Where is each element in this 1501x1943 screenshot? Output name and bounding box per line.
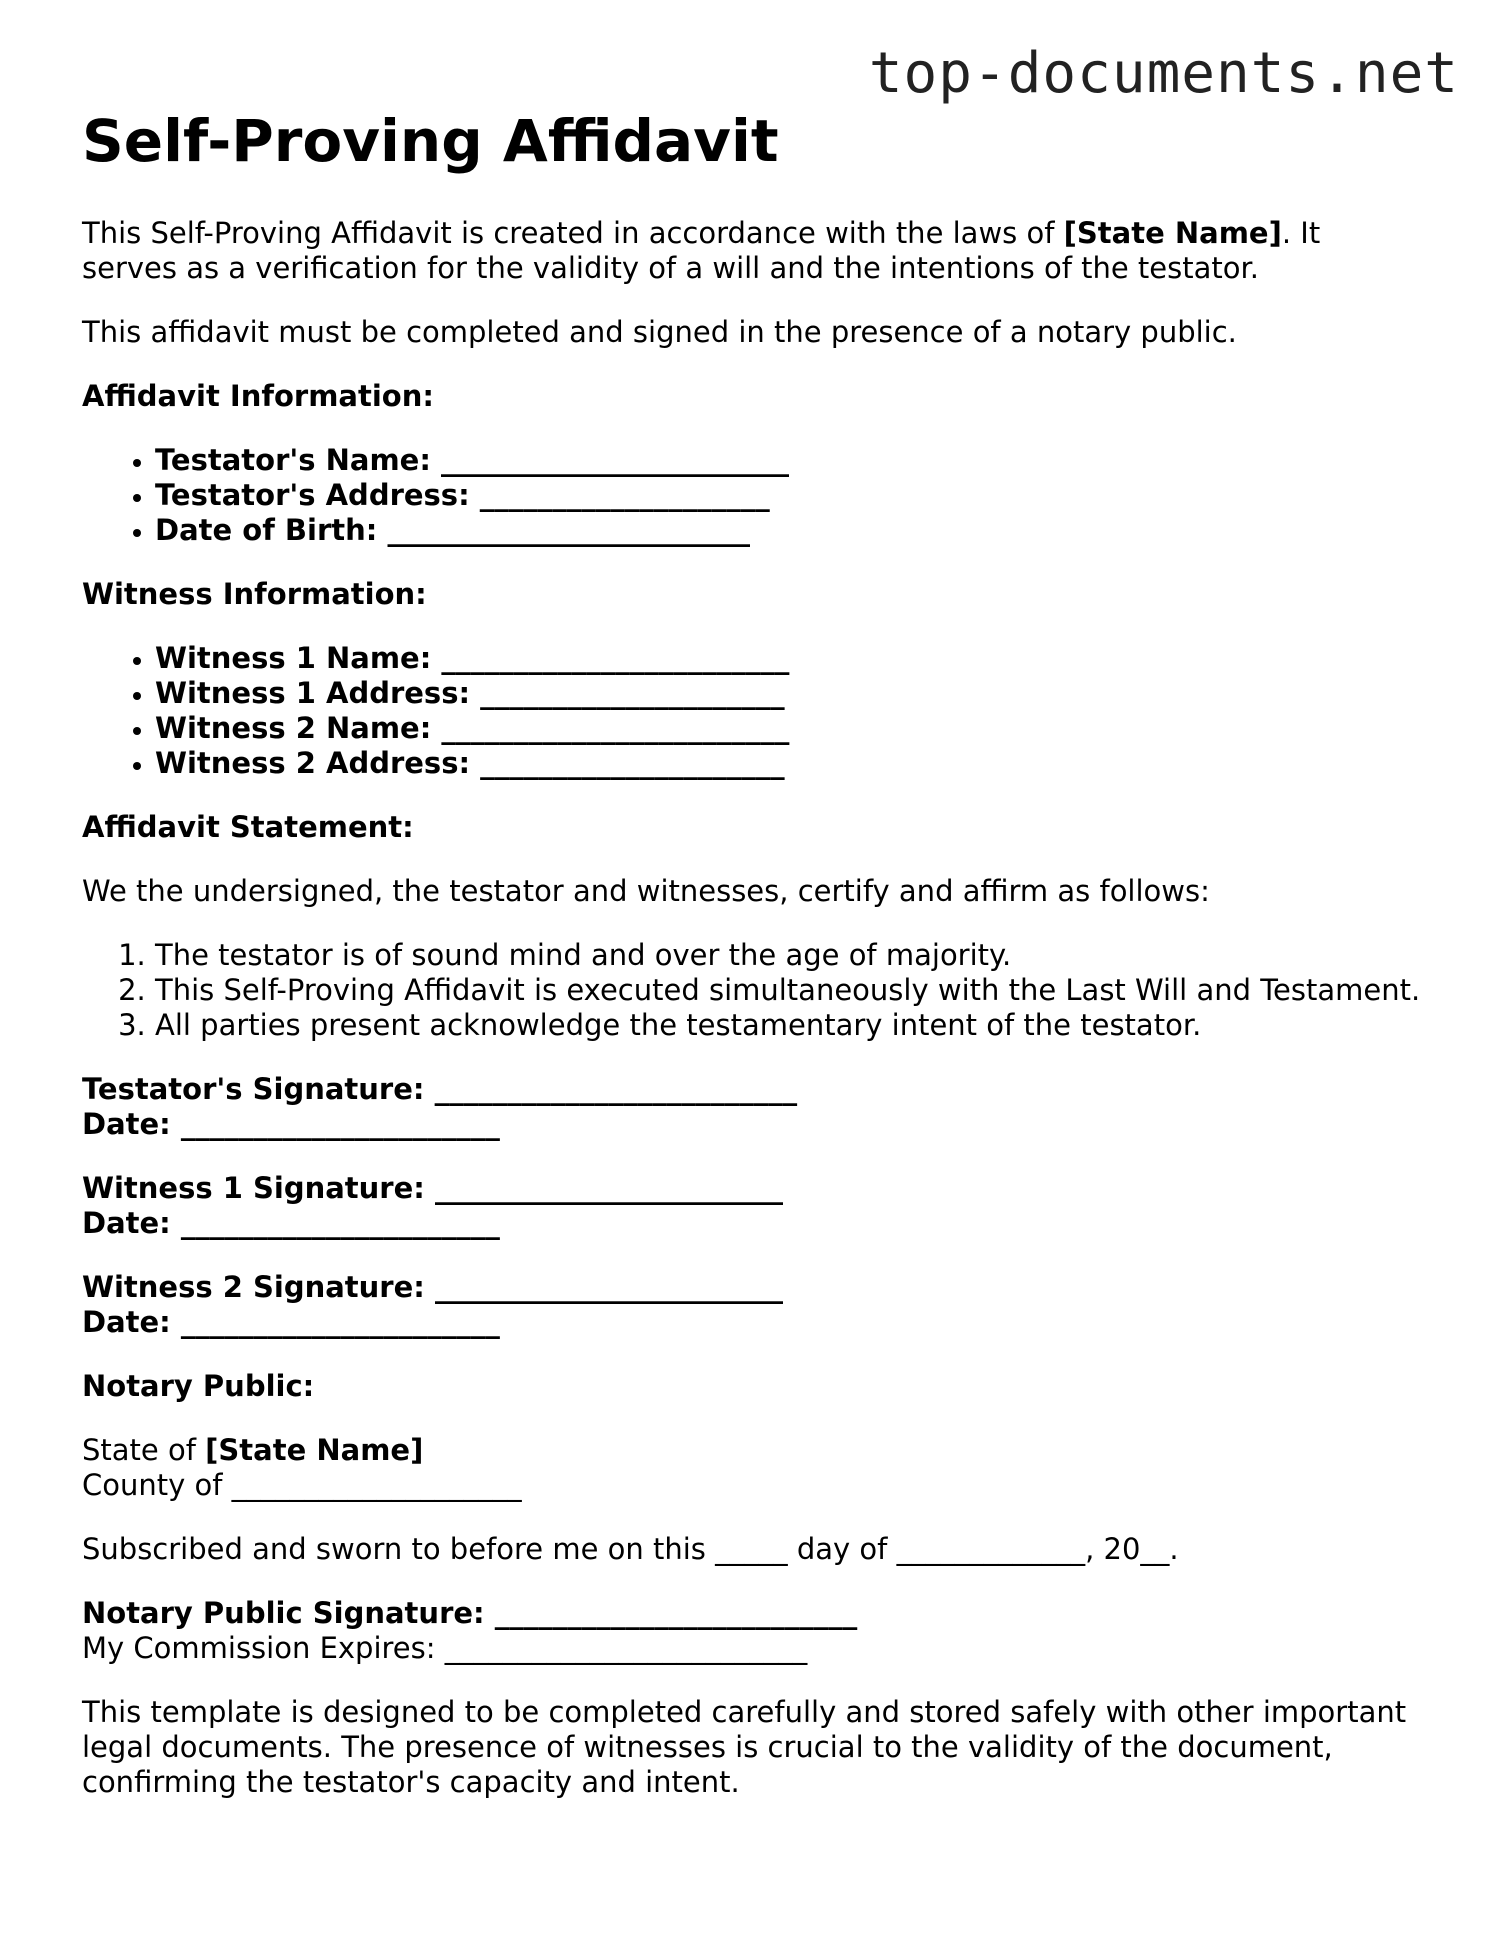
affidavit-info-heading: Affidavit Information: — [82, 379, 434, 413]
field-label: Witness 2 Name: — [155, 711, 432, 745]
notary-note: This affidavit must be completed and signed in the presence of a notary public. — [82, 315, 1237, 349]
date-label: Date: — [82, 1206, 171, 1240]
sworn-line[interactable]: Subscribed and sworn to before me on this _____ day of _____________, 20__. — [82, 1532, 1179, 1566]
list-item — [155, 478, 1422, 513]
testator-address-field[interactable]: ____________________ — [469, 478, 770, 512]
field-label: Witness 2 Address: — [155, 746, 471, 780]
statement-lead: We the undersigned, the testator and witnesses, certify and affirm as follows: — [82, 874, 1210, 908]
list-item — [155, 676, 1422, 711]
closing-paragraph: This template is designed to be completed carefully and stored safely with other important legal documents. The presence of witnesses is crucial to the validity of the document, confirming the testator's capacity and intent. — [82, 1695, 1407, 1799]
testator-name-field[interactable]: ________________________ — [430, 443, 790, 477]
watermark: top-documents.net — [868, 41, 1459, 106]
list-item: 2. This Self-Proving Affidavit is executed simultaneously with the Last Will and Testament. — [155, 973, 1422, 1008]
testator-date-field[interactable]: ______________________ — [170, 1107, 500, 1141]
witness-2-name-field[interactable]: ________________________ — [431, 711, 790, 745]
witness-1-name-field[interactable]: ________________________ — [431, 641, 790, 675]
list-item — [155, 641, 1422, 676]
county-field[interactable]: County of ____________________ — [82, 1468, 522, 1502]
intro-text-2: . It serves as a verification for the validity of a will and the intentions of the testator. — [82, 216, 1321, 285]
list-item — [155, 513, 1422, 548]
field-label: Witness 1 Address: — [155, 676, 471, 710]
notary-state-placeholder: [State Name] — [205, 1433, 424, 1467]
witness-1-date-field[interactable]: ______________________ — [170, 1206, 500, 1240]
intro-paragraph — [82, 216, 1422, 286]
witness-2-signature-field[interactable]: ________________________ — [424, 1270, 783, 1304]
witness-1-signature-block — [82, 1171, 1422, 1241]
signature-label: Witness 1 Signature: — [82, 1171, 425, 1205]
statement-list — [82, 938, 1422, 1043]
list-item — [155, 711, 1422, 746]
witness-info-heading: Witness Information: — [82, 577, 427, 611]
witness-1-signature-field[interactable]: ________________________ — [424, 1171, 783, 1205]
notary-heading: Notary Public: — [82, 1369, 315, 1403]
field-label: Witness 1 Name: — [155, 641, 432, 675]
testator-signature-field[interactable]: _________________________ — [424, 1072, 798, 1106]
witness-2-signature-block — [82, 1270, 1422, 1340]
document-body — [82, 216, 1422, 1829]
commission-expires-field[interactable]: My Commission Expires: _________________________ — [82, 1631, 808, 1665]
notary-signature-block — [82, 1596, 1422, 1666]
list-item: 1. The testator is of sound mind and over the age of majority. — [155, 938, 1422, 973]
signature-label: Witness 2 Signature: — [82, 1270, 425, 1304]
list-item — [155, 443, 1422, 478]
testator-signature-block — [82, 1072, 1422, 1142]
state-name-placeholder: [State Name] — [1063, 216, 1282, 250]
notary-signature-field[interactable]: _________________________ — [484, 1596, 858, 1630]
date-label: Date: — [82, 1107, 171, 1141]
field-label: Testator's Name: — [155, 443, 431, 477]
witness-2-date-field[interactable]: ______________________ — [170, 1305, 500, 1339]
affidavit-info-list — [82, 443, 1422, 548]
witness-2-address-field[interactable]: _____________________ — [470, 746, 785, 780]
notary-venue — [82, 1433, 1422, 1503]
document-title: Self-Proving Affidavit — [82, 107, 779, 175]
state-prefix: State of — [82, 1433, 206, 1467]
notary-signature-label: Notary Public Signature: — [82, 1596, 485, 1630]
signature-label: Testator's Signature: — [82, 1072, 425, 1106]
list-item: 3. All parties present acknowledge the testamentary intent of the testator. — [155, 1008, 1422, 1043]
witness-info-list — [82, 641, 1422, 781]
date-of-birth-field[interactable]: _________________________ — [377, 513, 750, 547]
statement-heading: Affidavit Statement: — [82, 810, 414, 844]
list-item — [155, 746, 1422, 781]
field-label: Date of Birth: — [155, 513, 378, 547]
witness-1-address-field[interactable]: _____________________ — [470, 676, 785, 710]
intro-text-1: This Self-Proving Affidavit is created in accordance with the laws of — [82, 216, 1064, 250]
field-label: Testator's Address: — [155, 478, 470, 512]
date-label: Date: — [82, 1305, 171, 1339]
